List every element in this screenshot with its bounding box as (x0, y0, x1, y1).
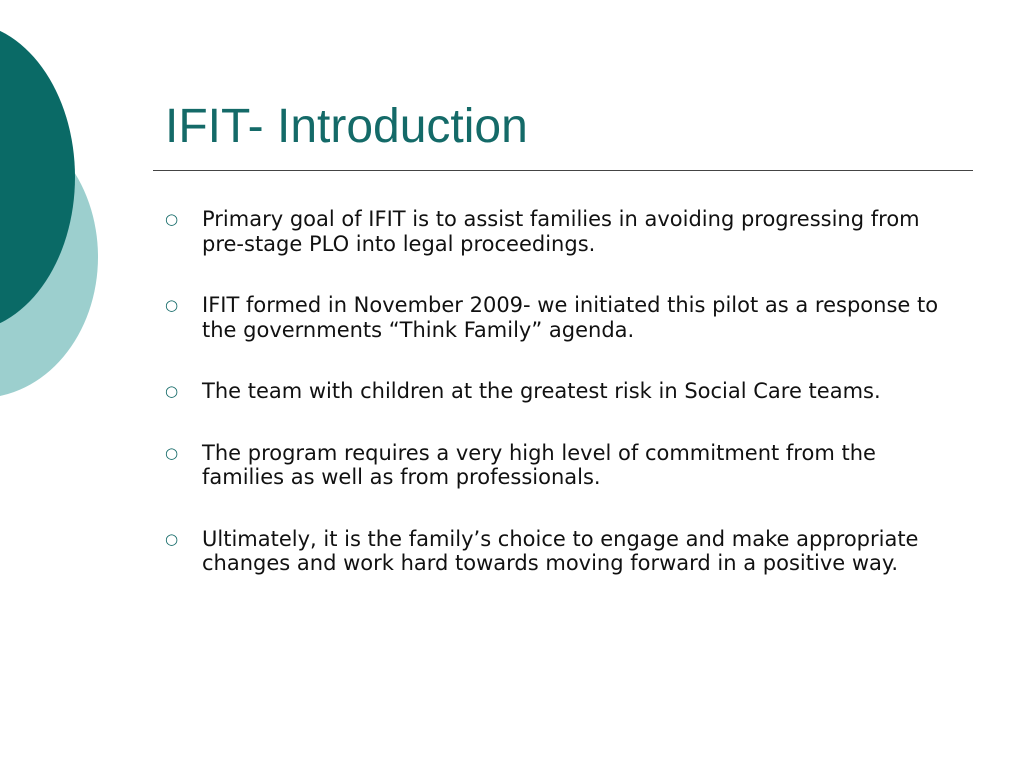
bullet-text: The program requires a very high level of commitment from the families as well as from professionals. (202, 440, 876, 489)
slide-title: IFIT- Introduction (165, 100, 528, 153)
bullet-text: IFIT formed in November 2009- we initiated this pilot as a response to the governments “Think Family” agenda. (202, 293, 939, 342)
bullet-circle-icon: ○ (165, 382, 179, 400)
bullet-item (162, 293, 962, 342)
bullet-circle-icon: ○ (165, 443, 179, 462)
bullet-text: Ultimately, it is the family’s choice to engage and make appropriate changes and work hard towards moving forward in a positive way. (202, 526, 919, 575)
bullet-item (162, 527, 962, 576)
bullet-circle-icon: ○ (165, 529, 179, 548)
bullet-text: Primary goal of IFIT is to assist families in avoiding progressing from pre-stage PLO into legal proceedings. (202, 207, 920, 256)
bullet-item (162, 441, 962, 490)
bullet-item (162, 207, 962, 256)
title-divider (153, 170, 973, 171)
bullet-list (162, 207, 962, 613)
bullet-circle-icon: ○ (165, 210, 179, 228)
bullet-circle-icon: ○ (165, 296, 179, 314)
bullet-text: The team with children at the greatest risk in Social Care teams. (202, 379, 881, 403)
bullet-item (162, 379, 962, 404)
